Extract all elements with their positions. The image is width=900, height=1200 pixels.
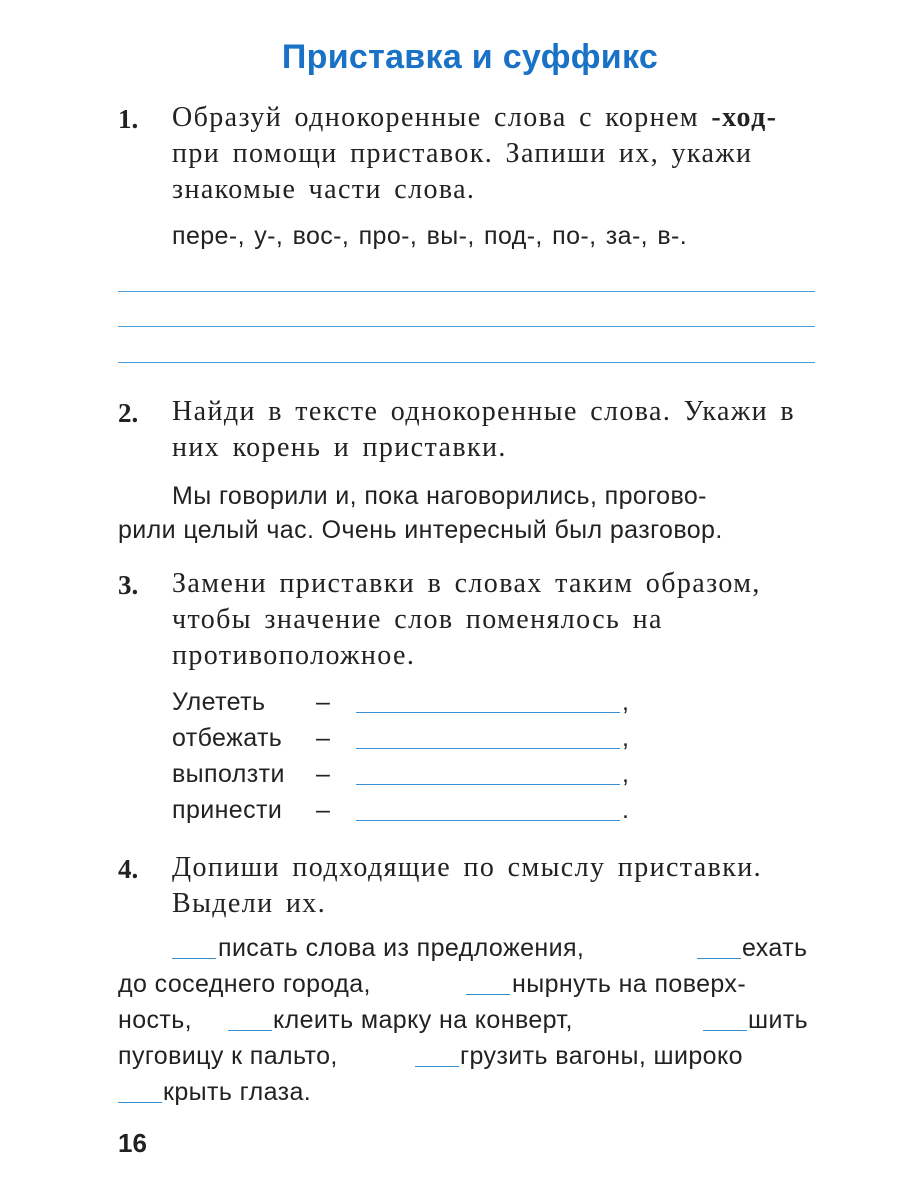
page-title: Приставка и суффикс (281, 38, 659, 76)
prefix-blank-7[interactable] (118, 1102, 162, 1103)
task-2-instruction: Найди в тексте однокоренные слова. Укажи в них корень и приставки. (172, 396, 795, 463)
task-2-number: 2. (118, 398, 139, 428)
word-3-answer-blank[interactable] (356, 784, 620, 785)
word-4-end: . (622, 796, 630, 824)
word-2-answer-blank[interactable] (356, 748, 620, 749)
prefix-blank-6[interactable] (415, 1066, 459, 1067)
answer-line-3[interactable] (118, 362, 815, 363)
prefix-blank-2[interactable] (697, 958, 741, 959)
word-1-end: , (622, 688, 630, 716)
task-4-number: 4. (118, 854, 139, 884)
word-3-end: , (622, 760, 630, 788)
word-4-dash: – (316, 796, 331, 824)
fragment-7: шить (748, 1006, 809, 1034)
word-4-answer-blank[interactable] (356, 820, 620, 821)
prefix-blank-3[interactable] (466, 994, 510, 995)
word-3: выползти (172, 760, 285, 788)
word-4: принести (172, 796, 283, 824)
answer-line-1[interactable] (118, 291, 815, 292)
task-2-text-line-2: рили целый час. Очень интересный был разговор. (118, 516, 723, 544)
task-1-root: -ход- (711, 102, 778, 133)
fragment-6: клеить марку на конверт, (273, 1006, 573, 1034)
task-3-number: 3. (118, 570, 139, 600)
word-2-end: , (622, 724, 630, 752)
fragment-9: грузить вагоны, широко (460, 1042, 743, 1070)
prefix-blank-1[interactable] (172, 958, 216, 959)
answer-line-2[interactable] (118, 326, 815, 327)
fragment-10: крыть глаза. (163, 1078, 312, 1106)
word-1: Улететь (172, 688, 266, 716)
fragment-3: до соседнего города, (118, 970, 371, 998)
task-4-instruction: Допиши подходящие по смыслу приставки. Выдели их. (172, 852, 763, 919)
task-1-number: 1. (118, 104, 139, 134)
page-number: 16 (118, 1128, 147, 1158)
word-1-answer-blank[interactable] (356, 712, 620, 713)
task-1-text-before: Образуй однокоренные слова с корнем (172, 102, 712, 133)
fragment-1: писать слова из предложения, (218, 934, 585, 962)
task-1-prefixes: пере-, у-, вос-, про-, вы-, под-, по-, за-, в-. (172, 222, 688, 250)
fragment-5: ность, (118, 1006, 193, 1034)
word-2-dash: – (316, 724, 331, 752)
task-3-instruction: Замени приставки в словах таким образом, чтобы значение слов поменялось на противоположное. (172, 568, 761, 671)
task-1-instruction (172, 100, 815, 208)
task-1-text-after: при помощи приставок. Запиши их, укажи знакомые части слова. (172, 138, 753, 205)
word-3-dash: – (316, 760, 331, 788)
word-1-dash: – (316, 688, 331, 716)
prefix-blank-5[interactable] (703, 1030, 747, 1031)
word-2: отбежать (172, 724, 283, 752)
fragment-8: пуговицу к пальто, (118, 1042, 338, 1070)
fragment-4: нырнуть на поверх- (512, 970, 747, 998)
task-2-text-line-1: Мы говорили и, пока наговорились, прогово- (172, 482, 707, 510)
fragment-2: ехать (742, 934, 808, 962)
prefix-blank-4[interactable] (228, 1030, 272, 1031)
